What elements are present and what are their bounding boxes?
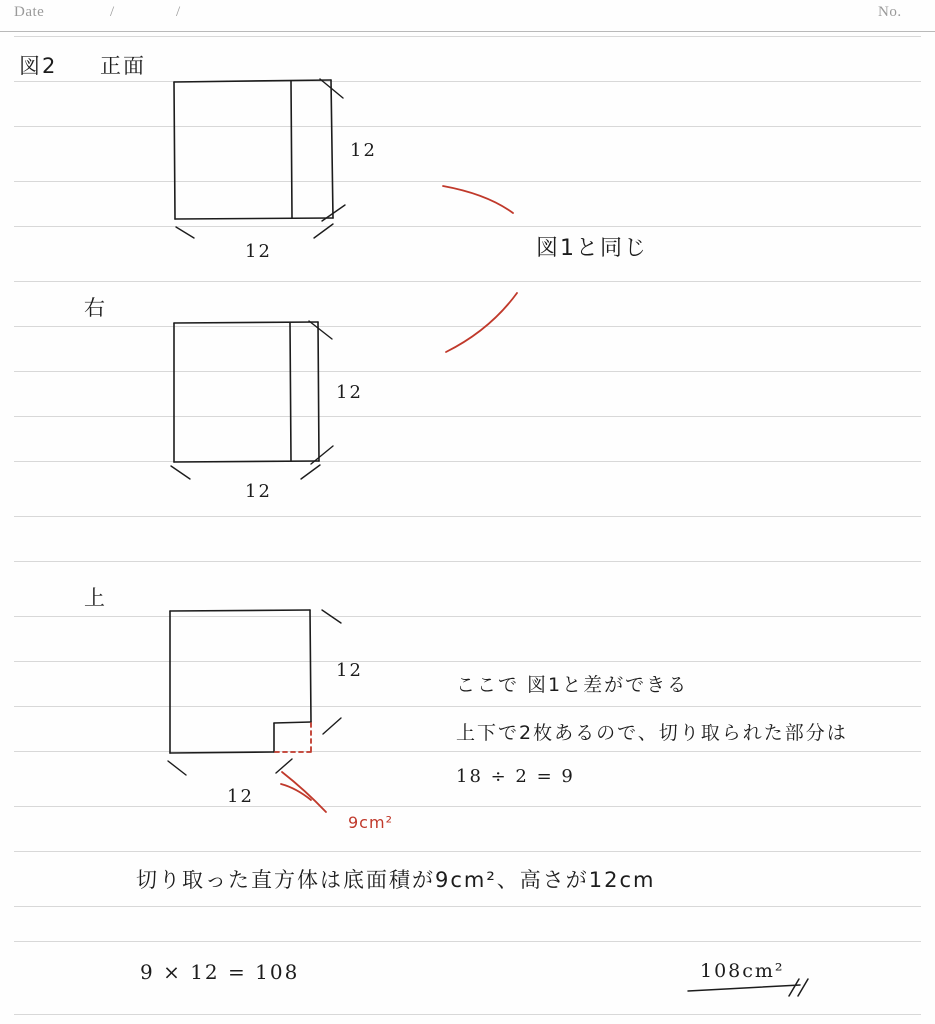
rule-line: [14, 461, 921, 462]
right-view-dim-marks: [171, 321, 333, 479]
rule-line: [14, 181, 921, 182]
rule-line: [14, 226, 921, 227]
top-view-label: 上: [84, 586, 107, 610]
rule-line: [14, 416, 921, 417]
cut-area-label: 9cm²: [348, 813, 393, 832]
date-label: Date: [14, 4, 45, 20]
rule-line: [14, 806, 921, 807]
right-view-label: 右: [84, 296, 107, 320]
conclusion-text: 切り取った直方体は底面積が9cm²、高さが12cm: [136, 868, 656, 892]
date-slash-1: /: [110, 4, 115, 20]
rule-line: [14, 126, 921, 127]
front-view-dim-marks: [176, 79, 345, 238]
same-as-fig1-note: 図1と同じ: [536, 236, 648, 261]
red-pointer-hook: [281, 784, 311, 800]
rule-line: [14, 851, 921, 852]
rule-line: [14, 326, 921, 327]
rule-line: [14, 36, 921, 37]
rule-line: [14, 81, 921, 82]
top-view-shape: [170, 610, 311, 753]
rule-line: [14, 281, 921, 282]
rule-line: [14, 371, 921, 372]
header-rule: [0, 31, 935, 32]
rule-line: [14, 661, 921, 662]
note-line-2: 上下で2枚あるので、切り取られた部分は: [456, 722, 848, 744]
rule-line: [14, 751, 921, 752]
figure-title: 図2: [19, 54, 58, 78]
rule-line: [14, 561, 921, 562]
rule-line: [14, 941, 921, 942]
note-line-1: ここで 図1と差ができる: [456, 674, 689, 696]
right-view-width-dim: 12: [245, 481, 272, 502]
front-view-height-dim: 12: [350, 140, 377, 161]
note-line-3: 18 ÷ 2 = 9: [456, 766, 575, 787]
red-arc-lower: [446, 293, 517, 352]
top-view-height-dim: 12: [336, 660, 363, 681]
rule-line: [14, 616, 921, 617]
rule-line: [14, 906, 921, 907]
calculation-text: 9 × 12 = 108: [140, 960, 300, 984]
rule-line: [14, 1014, 921, 1015]
top-view-width-dim: 12: [227, 786, 254, 807]
date-slash-2: /: [176, 4, 181, 20]
answer-text: 108cm²: [700, 960, 785, 982]
front-view-label: 正面: [100, 54, 146, 78]
right-view-square: [174, 322, 319, 462]
rule-line: [14, 516, 921, 517]
front-view-square: [174, 80, 333, 219]
rule-line: [14, 706, 921, 707]
number-label: No.: [878, 4, 902, 20]
right-view-height-dim: 12: [336, 382, 363, 403]
front-view-width-dim: 12: [245, 241, 272, 262]
red-arc-upper: [443, 186, 513, 213]
